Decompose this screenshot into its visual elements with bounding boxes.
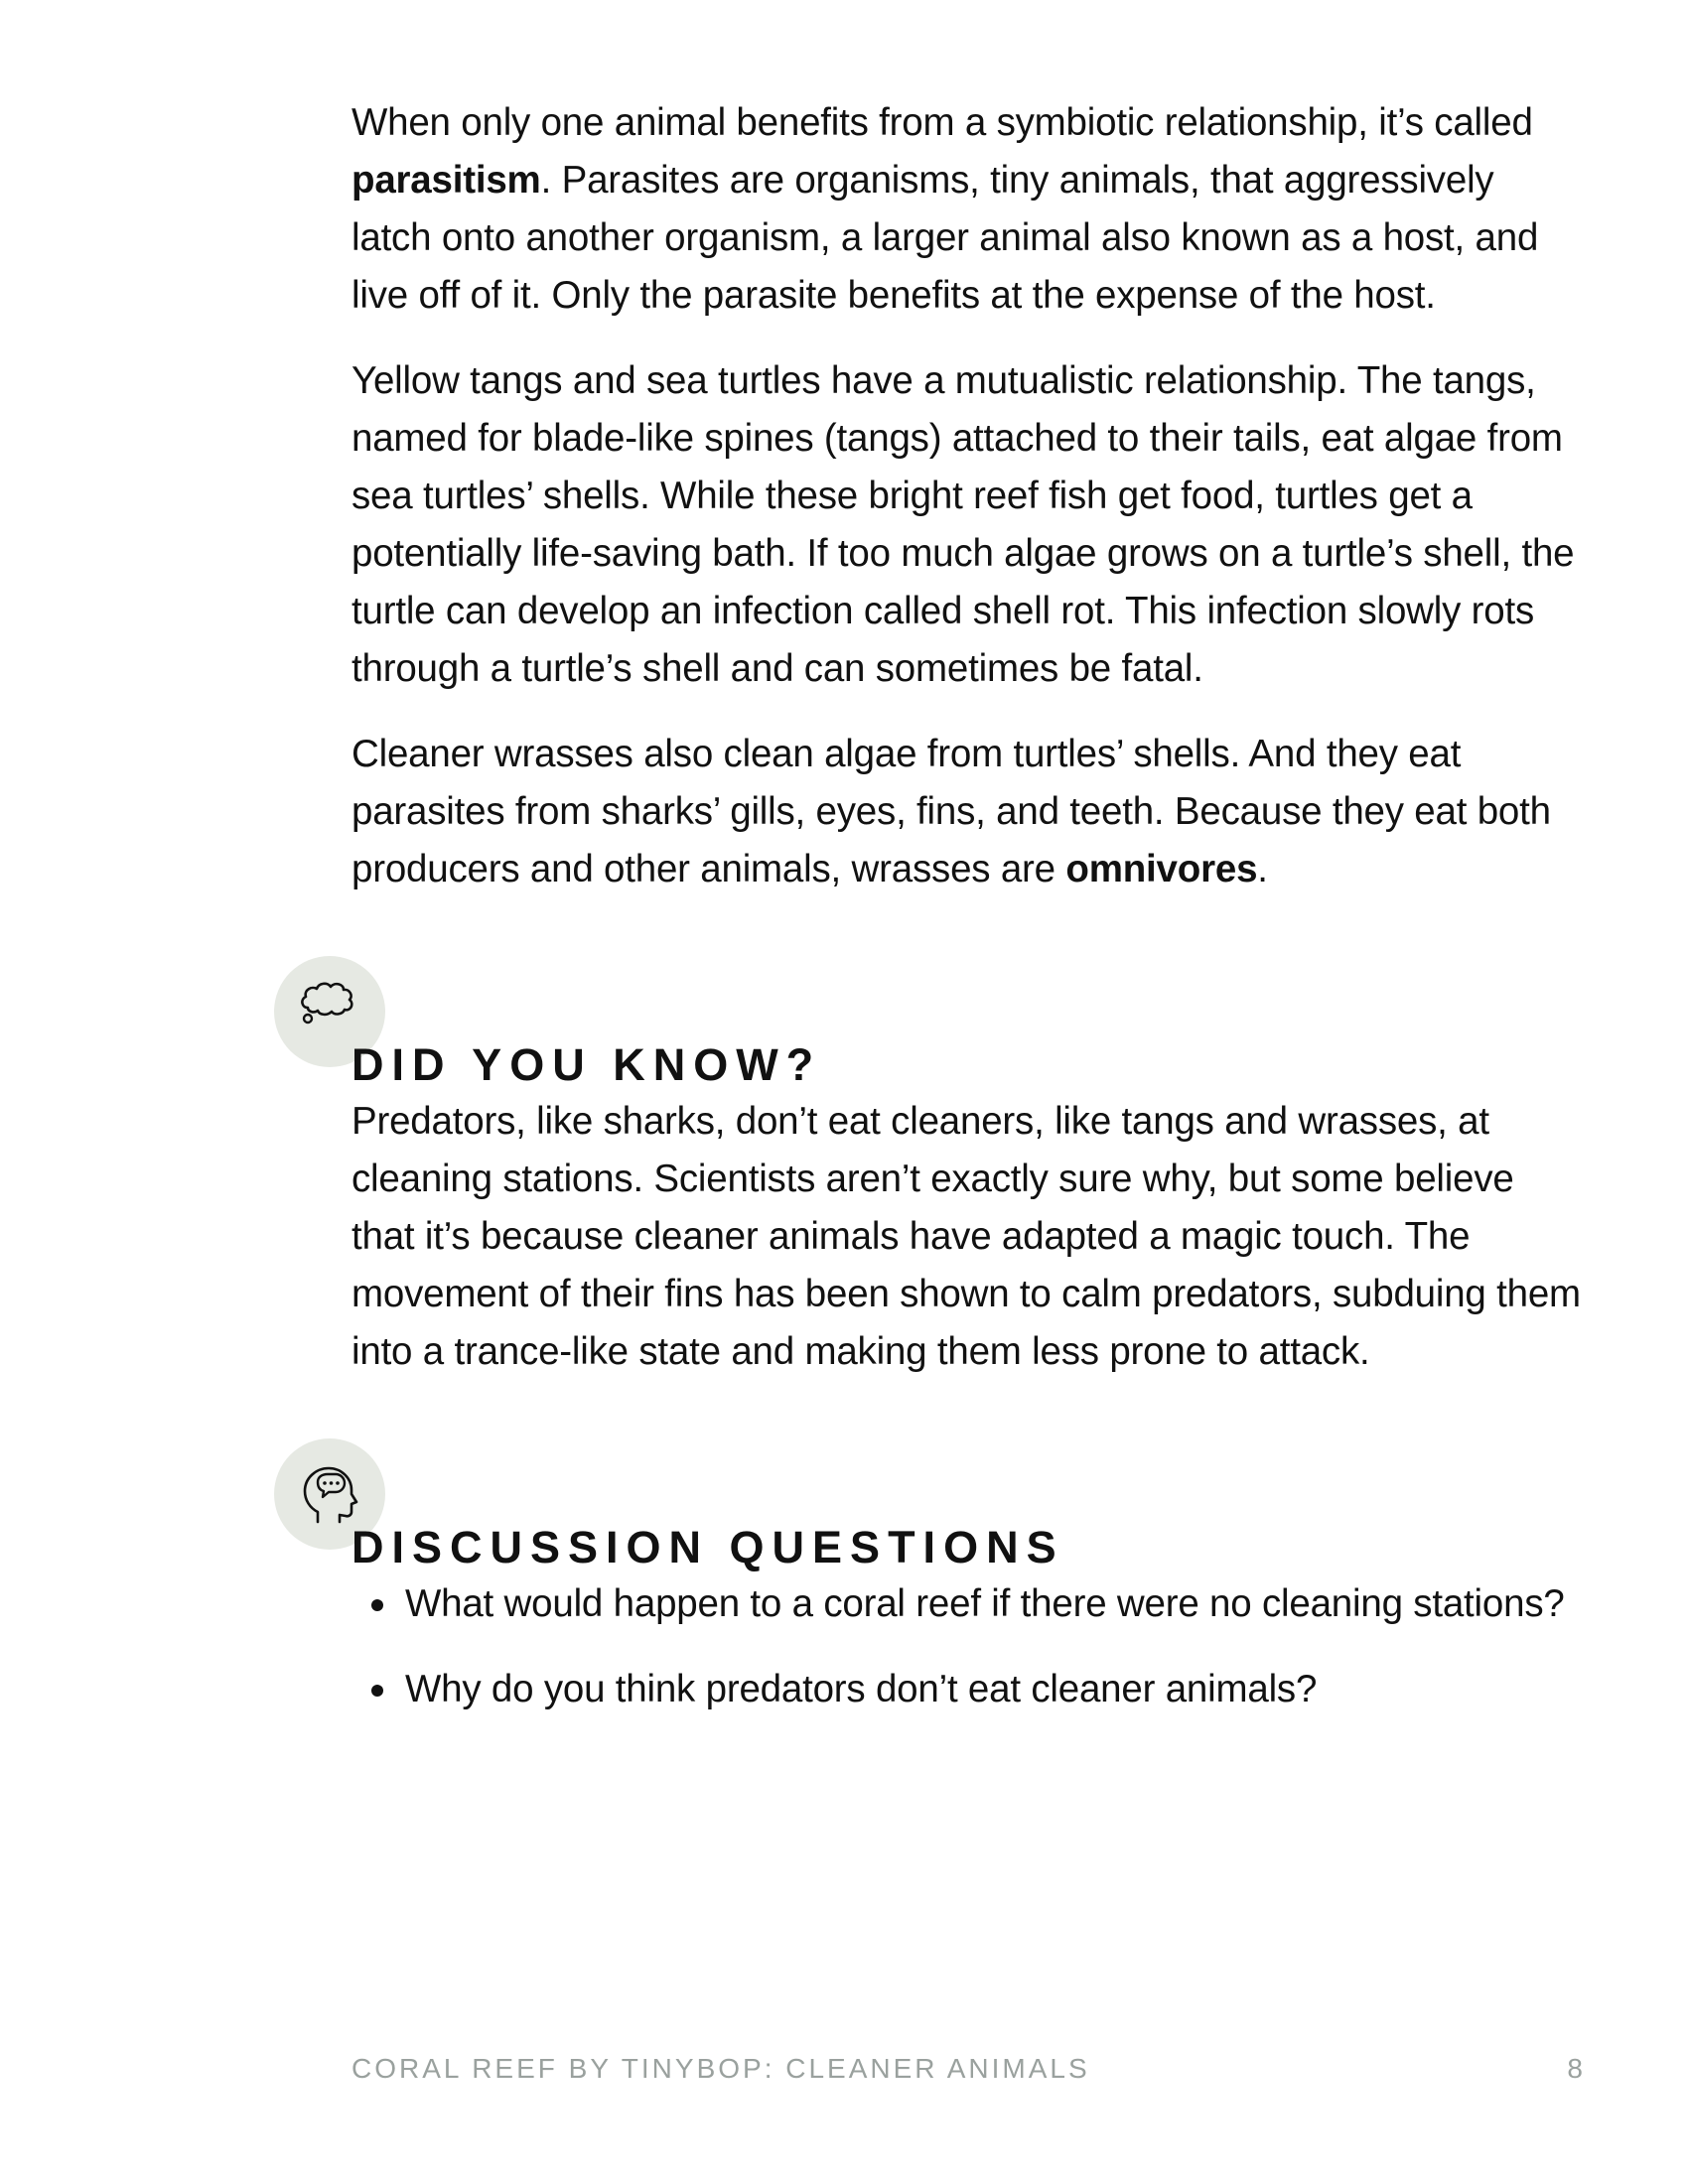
question-text: What would happen to a coral reef if there were no cleaning stations?	[405, 1582, 1565, 1625]
bold-term-omnivores: omnivores	[1065, 848, 1258, 890]
paragraph-parasitism	[352, 94, 1583, 325]
list-item	[352, 1575, 1583, 1633]
paragraph-text: .	[1257, 848, 1268, 890]
discussion-questions-title: DISCUSSION QUESTIONS	[352, 1522, 1064, 1572]
bold-term-parasitism: parasitism	[352, 159, 541, 202]
footer-title: CORAL REEF BY TINYBOP: CLEANER ANIMALS	[352, 2053, 1090, 2084]
paragraph-text: . Parasites are organisms, tiny animals, that aggressively latch onto another organism, a larger animal also known as a host, and live off of it. Only the parasite benefits at the expense of the host.	[352, 159, 1539, 317]
list-item	[352, 1661, 1583, 1718]
bullet-icon	[371, 1599, 383, 1611]
did-you-know-body: Predators, like sharks, don’t eat cleaners, like tangs and wrasses, at cleaning stations. Scientists aren’t exactly sure why, but some believe that it’s because cleaner animals have adapted a magic touch. The movement of their fins has been shown to calm predators, subduing them into a trance-like state and making them less prone to attack.	[352, 1100, 1581, 1373]
discussion-questions-section	[352, 1438, 1583, 1718]
paragraph-text: Cleaner wrasses also clean algae from turtles’ shells. And they eat parasites from sharks’ gills, eyes, fins, and teeth. Because they eat both producers and other animals, wrasses are	[352, 733, 1551, 890]
paragraph-yellow-tangs	[352, 352, 1583, 698]
page-content	[352, 94, 1583, 1746]
question-text: Why do you think predators don’t eat cleaner animals?	[405, 1668, 1318, 1710]
page-number: 8	[1567, 2053, 1583, 2084]
paragraph-text: Yellow tangs and sea turtles have a mutualistic relationship. The tangs, named for blade-like spines (tangs) attached to their tails, eat algae from sea turtles’ shells. While these bright reef fish get food, turtles get a potentially life-saving bath. If too much algae grows on a turtle’s shell, the turtle can develop an infection called shell rot. This infection slowly rots through a turtle’s shell and can sometimes be fatal.	[352, 359, 1575, 690]
did-you-know-title: DID YOU KNOW?	[352, 1039, 822, 1090]
did-you-know-section	[352, 956, 1583, 1381]
paragraph-cleaner-wrasses	[352, 726, 1583, 898]
bullet-icon	[371, 1685, 383, 1697]
page-footer	[352, 2053, 1583, 2085]
discussion-questions-list	[352, 1575, 1583, 1718]
paragraph-text: When only one animal benefits from a symbiotic relationship, it’s called	[352, 101, 1533, 144]
